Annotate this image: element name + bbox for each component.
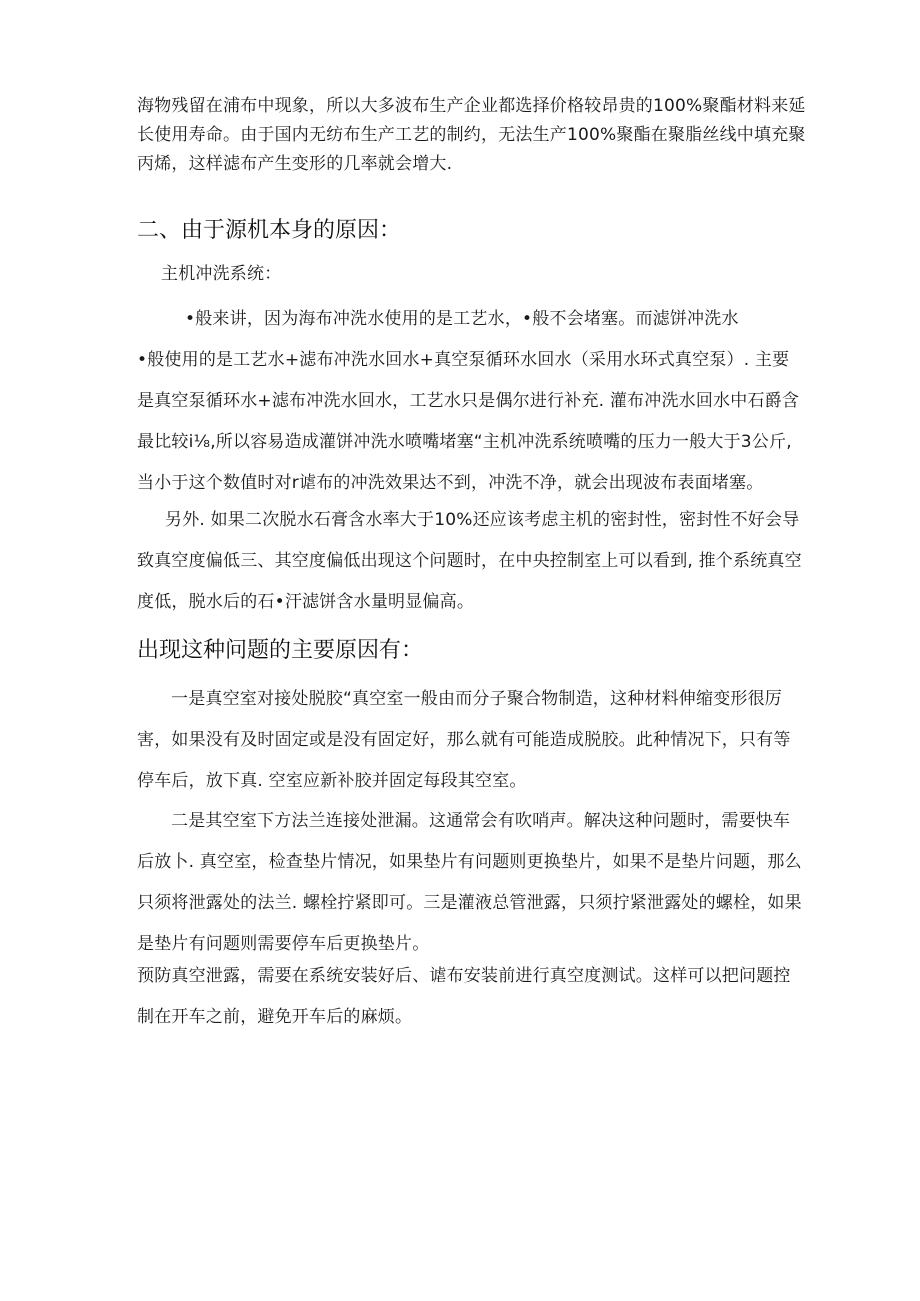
text-line: 只须将泄露处的法兰. 螺栓拧紧即可。三是灌液总管泄露，只须拧紧泄露处的螺栓，如果 [137, 893, 802, 913]
section3-paragraph-3 [137, 956, 791, 1038]
section-subheading [161, 258, 811, 290]
section-heading: 出现这种问题的主要原因有： [137, 638, 424, 663]
text-line: 最比较i⅛,所以容易造成灌饼冲洗水喷嘴堵塞“主机冲洗系统喷嘴的压力一般大于3公斤, [137, 432, 792, 452]
text-line: 另外. 如果二次脱水石膏含水率大于10%还应该考虑主机的密封性，密封性不好会导 [165, 510, 800, 530]
text-line: 停车后，放下真. 空室应新补胶并固定每段其空室。 [137, 771, 527, 791]
text-line: 当小于这个数值时对r谑布的冲洗效果达不到，冲洗不净，就会出现波布表面堵塞。 [137, 473, 764, 493]
subheading-text: 主机冲洗系统： [161, 264, 282, 284]
text-line: 丙烯，这样滤布产生变形的几率就会增大. [137, 154, 453, 174]
text-line: 一是真空室对接处脱胶“真空室一般由而分子聚合物制造，这种材料伸缩变形很厉 [171, 689, 783, 709]
section3-paragraph-2 [137, 801, 802, 965]
intro-paragraph [137, 92, 806, 179]
text-line: •般使用的是工艺水+滤布冲洗水回水+真空泵循环水回水（采用水环式真空泵）. 主要 [137, 350, 790, 370]
text-line: 制在开车之前，避免开车后的麻烦。 [137, 1007, 413, 1027]
text-line: 致真空度偏低三、其空度偏低出现这个问题时，在中央控制室上可以看到, 推个系统真空 [137, 551, 802, 571]
text-line: 是垫片有问题则需要停车后更换垫片。 [137, 934, 430, 954]
text-line: 度低，脱水后的石•汗滤饼含水量明显偏高。 [137, 592, 475, 612]
text-line: 海物残留在浦布中现象，所以大多波布生产企业都选择价格较昂贵的100%聚酯材料来延 [137, 96, 806, 116]
section2-paragraph-1 [137, 299, 800, 504]
section2-paragraph-2 [137, 500, 802, 623]
text-line: 二是其空室下方法兰连接处泄漏。这通常会有吹哨声。解决这种问题时，需要快车 [171, 811, 791, 831]
section3-paragraph-1 [137, 679, 791, 802]
text-line: 是真空泵循环水+滤布冲洗水回水，工艺水只是偶尔进行补充. 灌布冲洗水回水中石爵含 [137, 391, 800, 411]
text-line: 长使用寿命。由于国内无纺布生产工艺的制约，无法生产100%聚酯在聚脂丝线中填充聚 [137, 125, 806, 145]
text-line: 后放卜. 真空室，检查垫片情况，如果垫片有问题则更换垫片，如果不是垫片问题，那么 [137, 852, 802, 872]
text-line: 害，如果没有及时固定或是没有固定好，那么就有可能造成脱胶。此种情况下，只有等 [137, 730, 791, 750]
text-line: 预防真空泄露，需要在系统安装好后、谑布安装前进行真空度测试。这样可以把问题控 [137, 966, 791, 986]
section-heading: 二、由于源机本身的原因： [137, 218, 402, 243]
text-line: •般来讲，因为海布冲洗水使用的是工艺水，•般不会堵塞。而滤饼冲洗水 [185, 309, 739, 329]
